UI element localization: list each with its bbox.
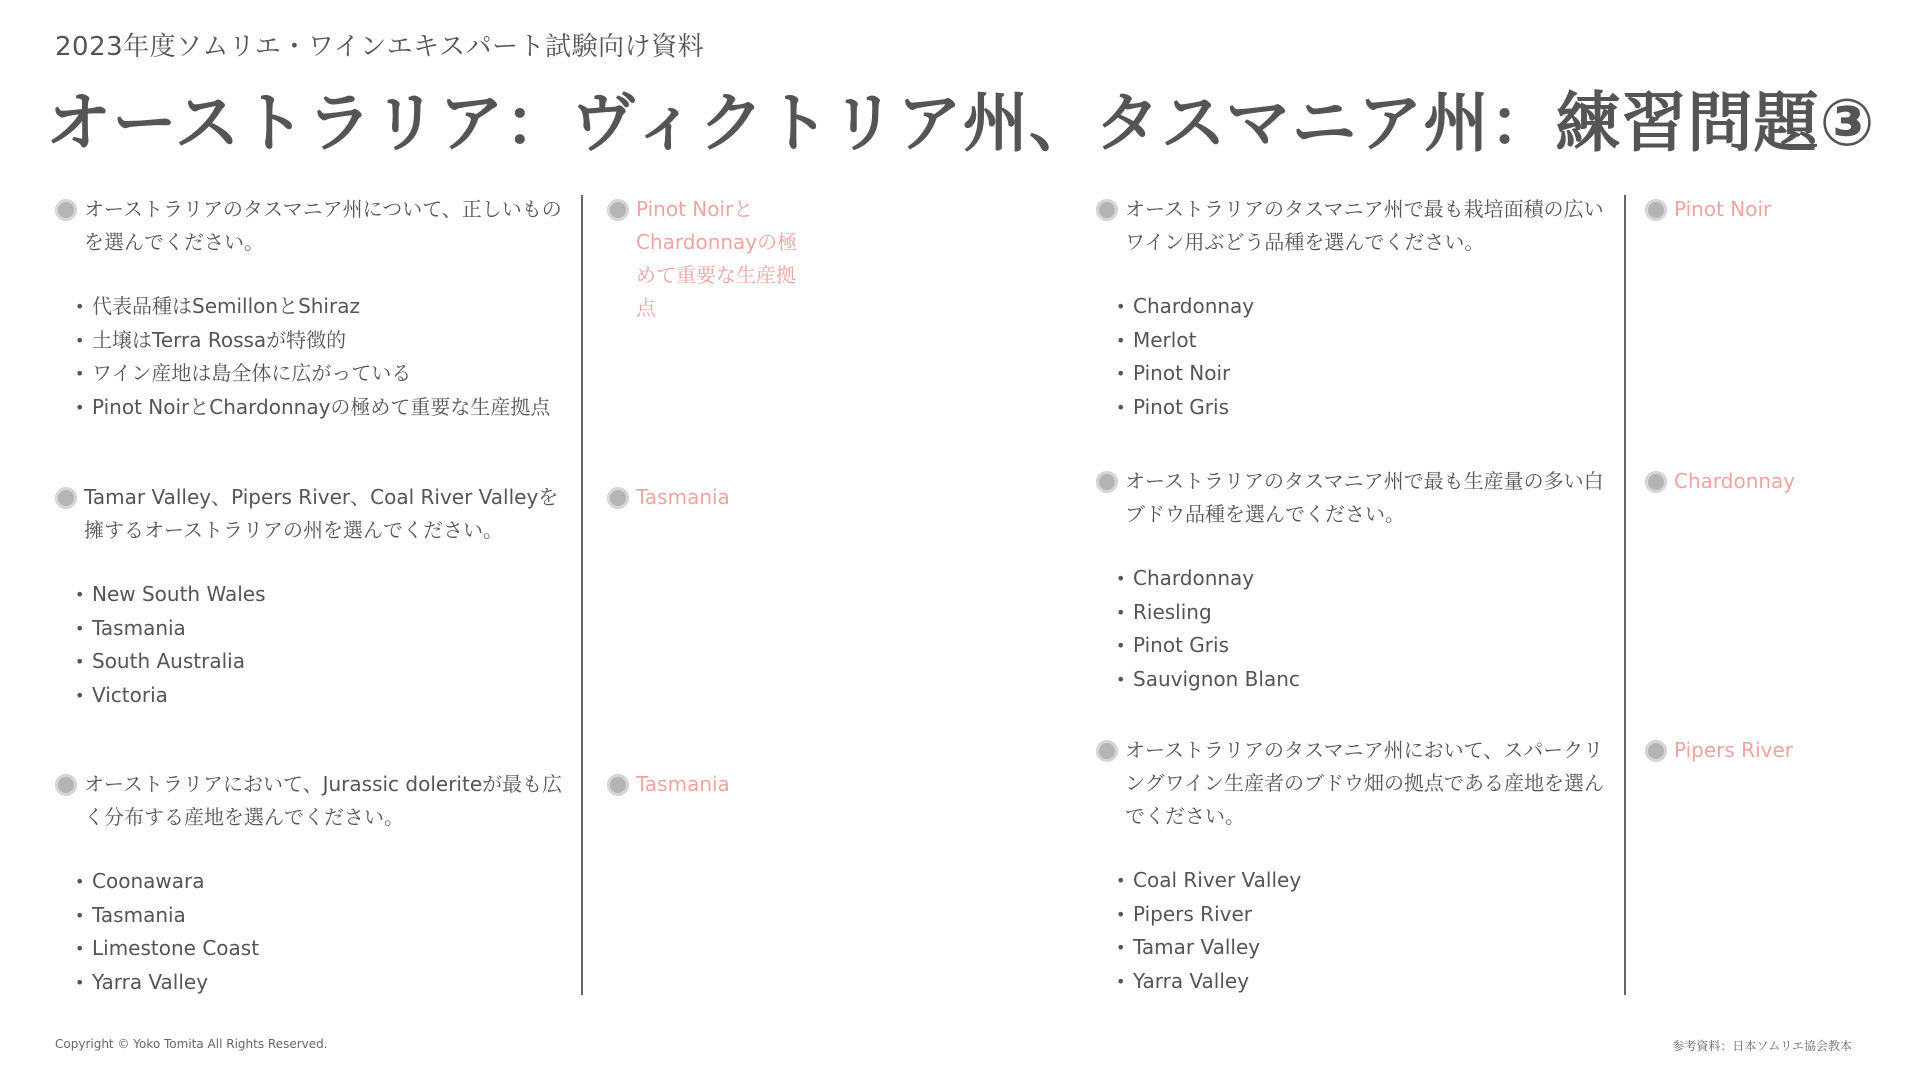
option-item: • Chardonnay — [1116, 290, 1616, 324]
answer-text: Pinot Noir — [1674, 197, 1772, 221]
option-item: • Yarra Valley — [75, 966, 575, 1000]
option-item: • Yarra Valley — [1116, 965, 1616, 999]
answer-5 — [1645, 465, 1845, 498]
option-list — [1096, 290, 1616, 424]
slide-title: オーストラリア：ヴィクトリア州、タスマニア州：練習問題③ — [46, 86, 1876, 161]
copyright-text: Copyright © Yoko Tomita All Rights Reserved. — [55, 1037, 328, 1051]
question-text: オーストラリアのタスマニア州において、スパークリングワイン生産者のブドウ畑の拠点である産地を選んでください。 — [1125, 738, 1604, 828]
answer-text: Pinot NoirとChardonnayの極めて重要な生産拠点 — [636, 197, 798, 320]
circle-bullet-icon — [607, 774, 629, 796]
option-item: • Tamar Valley — [1116, 931, 1616, 965]
option-item: • Sauvignon Blanc — [1116, 663, 1616, 697]
option-item: • Pipers River — [1116, 898, 1616, 932]
option-item: • Coal River Valley — [1116, 864, 1616, 898]
circle-bullet-icon — [55, 774, 77, 796]
option-item: • Pinot Noir — [1116, 357, 1616, 391]
option-item: • ワイン産地は島全体に広がっている — [75, 357, 575, 391]
answer-1 — [607, 193, 807, 325]
question-4 — [1096, 193, 1616, 424]
circle-bullet-icon — [607, 487, 629, 509]
column-divider — [581, 195, 583, 995]
option-item: • Riesling — [1116, 596, 1616, 630]
option-item: • Pinot Gris — [1116, 629, 1616, 663]
question-5 — [1096, 465, 1616, 696]
option-item: • South Australia — [75, 645, 575, 679]
question-3 — [55, 768, 575, 999]
option-list — [55, 865, 575, 999]
answer-text: Chardonnay — [1674, 469, 1796, 493]
question-6 — [1096, 734, 1616, 998]
question-1 — [55, 193, 575, 424]
circle-bullet-icon — [55, 487, 77, 509]
option-item: • Coonawara — [75, 865, 575, 899]
option-list — [1096, 864, 1616, 998]
circle-bullet-icon — [1645, 740, 1667, 762]
answer-text: Pipers River — [1674, 738, 1793, 762]
answer-2 — [607, 481, 807, 514]
option-item: • Limestone Coast — [75, 932, 575, 966]
column-divider — [1624, 195, 1626, 995]
option-item: • 土壌はTerra Rossaが特徴的 — [75, 324, 575, 358]
answer-text: Tasmania — [636, 772, 730, 796]
question-2 — [55, 481, 575, 712]
option-item: • Pinot NoirとChardonnayの極めて重要な生産拠点 — [75, 391, 575, 425]
option-list — [1096, 562, 1616, 696]
question-text: オーストラリアのタスマニア州で最も栽培面積の広いワイン用ぶどう品種を選んでください。 — [1125, 197, 1604, 254]
circle-bullet-icon — [607, 199, 629, 221]
circle-bullet-icon — [1096, 471, 1118, 493]
answer-4 — [1645, 193, 1845, 226]
question-text: オーストラリアのタスマニア州について、正しいものを選んでください。 — [84, 197, 562, 254]
option-item: • Merlot — [1116, 324, 1616, 358]
answer-text: Tasmania — [636, 485, 730, 509]
deck-subtitle: 2023年度ソムリエ・ワインエキスパート試験向け資料 — [55, 32, 705, 62]
question-text: オーストラリアにおいて、Jurassic doleriteが最も広く分布する産地を選んでください。 — [84, 772, 563, 829]
circle-bullet-icon — [1096, 740, 1118, 762]
option-item: • Pinot Gris — [1116, 391, 1616, 425]
answer-6 — [1645, 734, 1845, 767]
circle-bullet-icon — [1645, 199, 1667, 221]
option-item: • Tasmania — [75, 612, 575, 646]
question-text: オーストラリアのタスマニア州で最も生産量の多い白ブドウ品種を選んでください。 — [1125, 469, 1604, 526]
question-text: Tamar Valley、Pipers River、Coal River Valleyを擁するオーストラリアの州を選んでください。 — [84, 485, 559, 542]
option-item: • 代表品種はSemillonとShiraz — [75, 290, 575, 324]
answer-3 — [607, 768, 807, 801]
option-item: • New South Wales — [75, 578, 575, 612]
circle-bullet-icon — [1096, 199, 1118, 221]
option-list — [55, 578, 575, 712]
option-item: • Victoria — [75, 679, 575, 713]
circle-bullet-icon — [1645, 471, 1667, 493]
option-list — [55, 290, 575, 424]
option-item: • Chardonnay — [1116, 562, 1616, 596]
option-item: • Tasmania — [75, 899, 575, 933]
reference-text: 参考資料：日本ソムリエ協会教本 — [1672, 1039, 1852, 1053]
circle-bullet-icon — [55, 199, 77, 221]
